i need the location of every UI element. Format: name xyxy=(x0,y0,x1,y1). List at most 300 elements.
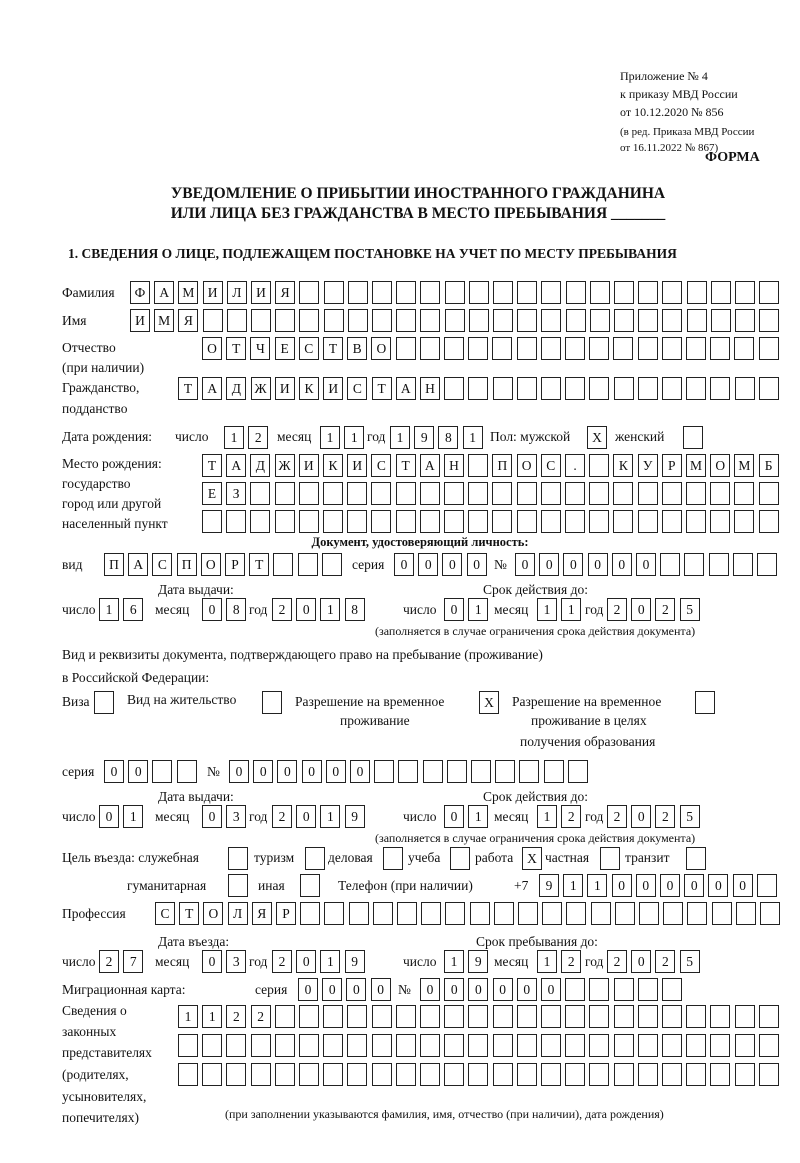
char-box[interactable] xyxy=(710,377,730,400)
char-box[interactable] xyxy=(226,510,246,533)
char-box[interactable] xyxy=(591,902,611,925)
char-box[interactable] xyxy=(250,482,270,505)
char-box[interactable] xyxy=(397,902,417,925)
char-box[interactable] xyxy=(662,978,682,1001)
char-box[interactable]: 1 xyxy=(463,426,483,449)
char-box[interactable] xyxy=(468,510,488,533)
char-box[interactable]: 1 xyxy=(561,598,581,621)
char-box[interactable] xyxy=(565,1005,585,1028)
char-box[interactable] xyxy=(300,874,320,897)
char-box[interactable] xyxy=(544,760,564,783)
char-box[interactable]: Ф xyxy=(130,281,150,304)
char-box[interactable]: С xyxy=(155,902,175,925)
char-box[interactable]: О xyxy=(203,902,223,925)
char-box[interactable] xyxy=(262,691,282,714)
char-box[interactable] xyxy=(445,281,465,304)
char-box[interactable] xyxy=(372,1005,392,1028)
char-box[interactable] xyxy=(324,902,344,925)
char-box[interactable] xyxy=(589,1005,609,1028)
char-box[interactable] xyxy=(541,309,561,332)
char-box[interactable] xyxy=(468,337,488,360)
char-box[interactable]: Р xyxy=(662,454,682,477)
char-box[interactable]: З xyxy=(226,482,246,505)
char-box[interactable]: 0 xyxy=(588,553,608,576)
char-box[interactable] xyxy=(347,1005,367,1028)
char-box[interactable]: И xyxy=(347,454,367,477)
char-box[interactable] xyxy=(589,337,609,360)
char-box[interactable] xyxy=(324,281,344,304)
char-box[interactable] xyxy=(639,902,659,925)
char-box[interactable]: 0 xyxy=(420,978,440,1001)
char-box[interactable] xyxy=(733,553,753,576)
char-box[interactable] xyxy=(300,902,320,925)
char-box[interactable]: Т xyxy=(178,377,198,400)
char-box[interactable] xyxy=(614,1063,634,1086)
char-box[interactable] xyxy=(614,309,634,332)
char-box[interactable] xyxy=(614,978,634,1001)
char-box[interactable] xyxy=(348,281,368,304)
char-box[interactable] xyxy=(614,281,634,304)
char-box[interactable]: 0 xyxy=(202,950,222,973)
char-box[interactable] xyxy=(299,482,319,505)
char-box[interactable] xyxy=(662,1005,682,1028)
char-box[interactable] xyxy=(541,1005,561,1028)
char-box[interactable]: Я xyxy=(275,281,295,304)
char-box[interactable] xyxy=(614,1005,634,1028)
char-box[interactable]: 0 xyxy=(515,553,535,576)
char-box[interactable] xyxy=(226,1063,246,1086)
char-box[interactable] xyxy=(709,553,729,576)
char-box[interactable] xyxy=(396,482,416,505)
char-box[interactable] xyxy=(600,847,620,870)
char-box[interactable] xyxy=(347,510,367,533)
char-box[interactable]: С xyxy=(541,454,561,477)
char-box[interactable] xyxy=(614,1034,634,1057)
char-box[interactable] xyxy=(638,377,658,400)
char-box[interactable]: 0 xyxy=(298,978,318,1001)
char-box[interactable] xyxy=(615,902,635,925)
char-box[interactable]: 0 xyxy=(468,978,488,1001)
char-box[interactable]: 0 xyxy=(708,874,728,897)
char-box[interactable]: Н xyxy=(444,454,464,477)
char-box[interactable] xyxy=(541,482,561,505)
char-box[interactable]: 0 xyxy=(277,760,297,783)
char-box[interactable]: К xyxy=(323,454,343,477)
char-box[interactable] xyxy=(760,902,780,925)
char-box[interactable] xyxy=(517,309,537,332)
char-box[interactable]: Ж xyxy=(251,377,271,400)
char-box[interactable] xyxy=(299,1034,319,1057)
char-box[interactable]: М xyxy=(178,281,198,304)
char-box[interactable] xyxy=(614,377,634,400)
char-box[interactable]: 2 xyxy=(272,950,292,973)
char-box[interactable]: 1 xyxy=(202,1005,222,1028)
char-box[interactable] xyxy=(735,1063,755,1086)
char-box[interactable] xyxy=(347,482,367,505)
char-box[interactable]: 1 xyxy=(178,1005,198,1028)
char-box[interactable] xyxy=(687,281,707,304)
char-box[interactable] xyxy=(348,309,368,332)
char-box[interactable] xyxy=(372,1063,392,1086)
char-box[interactable] xyxy=(445,309,465,332)
char-box[interactable]: Т xyxy=(372,377,392,400)
char-box[interactable] xyxy=(517,281,537,304)
char-box[interactable]: 0 xyxy=(636,553,656,576)
char-box[interactable] xyxy=(565,1063,585,1086)
char-box[interactable] xyxy=(228,874,248,897)
char-box[interactable]: Т xyxy=(179,902,199,925)
char-box[interactable]: 9 xyxy=(468,950,488,973)
char-box[interactable]: Т xyxy=(226,337,246,360)
char-box[interactable]: 3 xyxy=(226,805,246,828)
char-box[interactable] xyxy=(638,1005,658,1028)
char-box[interactable]: В xyxy=(347,337,367,360)
char-box[interactable] xyxy=(542,902,562,925)
char-box[interactable]: 2 xyxy=(99,950,119,973)
char-box[interactable]: А xyxy=(396,377,416,400)
char-box[interactable] xyxy=(372,1034,392,1057)
char-box[interactable] xyxy=(374,760,394,783)
char-box[interactable]: 0 xyxy=(631,805,651,828)
char-box[interactable] xyxy=(711,309,731,332)
char-box[interactable] xyxy=(324,309,344,332)
char-box[interactable] xyxy=(517,482,537,505)
char-box[interactable] xyxy=(468,377,488,400)
char-box[interactable]: 5 xyxy=(680,805,700,828)
char-box[interactable] xyxy=(470,902,490,925)
char-box[interactable]: Я xyxy=(178,309,198,332)
char-box[interactable]: 3 xyxy=(226,950,246,973)
char-box[interactable] xyxy=(178,1034,198,1057)
char-box[interactable] xyxy=(420,309,440,332)
char-box[interactable]: А xyxy=(420,454,440,477)
char-box[interactable]: 9 xyxy=(345,805,365,828)
char-box[interactable]: Д xyxy=(226,377,246,400)
char-box[interactable]: 1 xyxy=(344,426,364,449)
char-box[interactable] xyxy=(178,1063,198,1086)
char-box[interactable]: 0 xyxy=(296,598,316,621)
char-box[interactable] xyxy=(566,902,586,925)
char-box[interactable]: 0 xyxy=(612,553,632,576)
char-box[interactable] xyxy=(347,1063,367,1086)
char-box[interactable] xyxy=(759,1005,779,1028)
char-box[interactable] xyxy=(613,510,633,533)
char-box[interactable]: 1 xyxy=(320,426,340,449)
char-box[interactable]: Б xyxy=(759,454,779,477)
char-box[interactable]: 9 xyxy=(414,426,434,449)
char-box[interactable] xyxy=(471,760,491,783)
char-box[interactable]: Д xyxy=(250,454,270,477)
char-box[interactable] xyxy=(686,377,706,400)
char-box[interactable] xyxy=(468,1063,488,1086)
char-box[interactable] xyxy=(757,553,777,576)
char-box[interactable]: 9 xyxy=(345,950,365,973)
char-box[interactable]: 2 xyxy=(251,1005,271,1028)
char-box[interactable] xyxy=(684,553,704,576)
char-box[interactable] xyxy=(565,978,585,1001)
char-box[interactable] xyxy=(686,1005,706,1028)
char-box[interactable]: О xyxy=(201,553,221,576)
char-box[interactable] xyxy=(517,377,537,400)
char-box[interactable] xyxy=(298,553,318,576)
char-box[interactable]: 1 xyxy=(587,874,607,897)
char-box[interactable] xyxy=(396,510,416,533)
char-box[interactable] xyxy=(565,510,585,533)
char-box[interactable]: 2 xyxy=(561,950,581,973)
char-box[interactable]: 0 xyxy=(296,950,316,973)
char-box[interactable] xyxy=(735,309,755,332)
char-box[interactable] xyxy=(662,337,682,360)
char-box[interactable]: Н xyxy=(420,377,440,400)
char-box[interactable] xyxy=(519,760,539,783)
char-box[interactable] xyxy=(468,1005,488,1028)
char-box[interactable] xyxy=(686,1034,706,1057)
char-box[interactable] xyxy=(396,309,416,332)
char-box[interactable] xyxy=(565,1034,585,1057)
char-box[interactable] xyxy=(94,691,114,714)
char-box[interactable]: 0 xyxy=(128,760,148,783)
char-box[interactable]: 0 xyxy=(99,805,119,828)
char-box[interactable] xyxy=(710,510,730,533)
char-box[interactable]: 1 xyxy=(537,805,557,828)
char-box[interactable] xyxy=(712,902,732,925)
char-box[interactable] xyxy=(371,482,391,505)
char-box[interactable] xyxy=(228,847,248,870)
char-box[interactable]: X xyxy=(522,847,542,870)
char-box[interactable] xyxy=(686,847,706,870)
char-box[interactable] xyxy=(613,482,633,505)
char-box[interactable] xyxy=(299,1005,319,1028)
char-box[interactable]: М xyxy=(686,454,706,477)
char-box[interactable] xyxy=(323,510,343,533)
char-box[interactable] xyxy=(686,1063,706,1086)
char-box[interactable] xyxy=(420,337,440,360)
char-box[interactable] xyxy=(662,510,682,533)
char-box[interactable]: 0 xyxy=(684,874,704,897)
char-box[interactable] xyxy=(662,281,682,304)
char-box[interactable] xyxy=(323,1063,343,1086)
char-box[interactable] xyxy=(613,337,633,360)
char-box[interactable]: 0 xyxy=(418,553,438,576)
char-box[interactable]: 0 xyxy=(631,950,651,973)
char-box[interactable]: 0 xyxy=(541,978,561,1001)
char-box[interactable] xyxy=(568,760,588,783)
char-box[interactable]: 0 xyxy=(394,553,414,576)
char-box[interactable]: 0 xyxy=(517,978,537,1001)
char-box[interactable]: И xyxy=(299,454,319,477)
char-box[interactable]: А xyxy=(128,553,148,576)
char-box[interactable] xyxy=(251,1034,271,1057)
char-box[interactable]: 0 xyxy=(444,805,464,828)
char-box[interactable] xyxy=(468,1034,488,1057)
char-box[interactable]: 0 xyxy=(296,805,316,828)
char-box[interactable]: 1 xyxy=(537,598,557,621)
char-box[interactable] xyxy=(589,482,609,505)
char-box[interactable]: 2 xyxy=(226,1005,246,1028)
char-box[interactable] xyxy=(638,978,658,1001)
char-box[interactable] xyxy=(275,1034,295,1057)
char-box[interactable] xyxy=(396,1034,416,1057)
char-box[interactable] xyxy=(493,377,513,400)
char-box[interactable] xyxy=(493,1063,513,1086)
char-box[interactable] xyxy=(638,309,658,332)
char-box[interactable]: 0 xyxy=(322,978,342,1001)
char-box[interactable] xyxy=(590,281,610,304)
char-box[interactable] xyxy=(541,337,561,360)
char-box[interactable] xyxy=(396,337,416,360)
char-box[interactable] xyxy=(398,760,418,783)
char-box[interactable] xyxy=(759,1063,779,1086)
char-box[interactable]: С xyxy=(299,337,319,360)
char-box[interactable] xyxy=(759,482,779,505)
char-box[interactable] xyxy=(541,377,561,400)
char-box[interactable] xyxy=(468,454,488,477)
char-box[interactable]: А xyxy=(226,454,246,477)
char-box[interactable] xyxy=(444,1063,464,1086)
char-box[interactable] xyxy=(177,760,197,783)
char-box[interactable] xyxy=(493,1005,513,1028)
char-box[interactable] xyxy=(492,510,512,533)
char-box[interactable]: Т xyxy=(323,337,343,360)
char-box[interactable]: 1 xyxy=(123,805,143,828)
char-box[interactable] xyxy=(275,482,295,505)
char-box[interactable]: Р xyxy=(276,902,296,925)
char-box[interactable] xyxy=(710,337,730,360)
char-box[interactable]: П xyxy=(492,454,512,477)
char-box[interactable]: Е xyxy=(202,482,222,505)
char-box[interactable] xyxy=(638,510,658,533)
char-box[interactable]: 1 xyxy=(468,805,488,828)
char-box[interactable]: 8 xyxy=(438,426,458,449)
char-box[interactable] xyxy=(517,1063,537,1086)
char-box[interactable] xyxy=(305,847,325,870)
char-box[interactable]: И xyxy=(130,309,150,332)
char-box[interactable] xyxy=(660,553,680,576)
char-box[interactable] xyxy=(759,1034,779,1057)
char-box[interactable] xyxy=(371,510,391,533)
char-box[interactable] xyxy=(444,1005,464,1028)
char-box[interactable] xyxy=(638,1063,658,1086)
char-box[interactable] xyxy=(275,510,295,533)
char-box[interactable] xyxy=(541,1034,561,1057)
char-box[interactable]: 2 xyxy=(655,805,675,828)
char-box[interactable]: 0 xyxy=(631,598,651,621)
char-box[interactable]: 0 xyxy=(467,553,487,576)
char-box[interactable]: Т xyxy=(202,454,222,477)
char-box[interactable] xyxy=(420,510,440,533)
char-box[interactable]: Ж xyxy=(275,454,295,477)
char-box[interactable] xyxy=(299,510,319,533)
char-box[interactable]: 8 xyxy=(226,598,246,621)
char-box[interactable] xyxy=(468,482,488,505)
char-box[interactable] xyxy=(757,874,777,897)
char-box[interactable]: 0 xyxy=(493,978,513,1001)
char-box[interactable] xyxy=(759,309,779,332)
char-box[interactable]: Р xyxy=(225,553,245,576)
char-box[interactable]: 0 xyxy=(612,874,632,897)
char-box[interactable] xyxy=(372,281,392,304)
char-box[interactable] xyxy=(683,426,703,449)
char-box[interactable]: 7 xyxy=(123,950,143,973)
char-box[interactable]: 2 xyxy=(655,598,675,621)
char-box[interactable] xyxy=(444,510,464,533)
char-box[interactable]: 2 xyxy=(561,805,581,828)
char-box[interactable] xyxy=(444,482,464,505)
char-box[interactable]: 0 xyxy=(229,760,249,783)
char-box[interactable]: Е xyxy=(275,337,295,360)
char-box[interactable]: . xyxy=(565,454,585,477)
char-box[interactable]: 1 xyxy=(390,426,410,449)
char-box[interactable] xyxy=(420,1063,440,1086)
char-box[interactable] xyxy=(735,1005,755,1028)
char-box[interactable] xyxy=(687,309,707,332)
char-box[interactable]: 2 xyxy=(655,950,675,973)
char-box[interactable]: 0 xyxy=(539,553,559,576)
char-box[interactable]: 0 xyxy=(733,874,753,897)
char-box[interactable] xyxy=(638,281,658,304)
char-box[interactable] xyxy=(202,1034,222,1057)
char-box[interactable]: 0 xyxy=(302,760,322,783)
char-box[interactable] xyxy=(590,309,610,332)
char-box[interactable] xyxy=(662,1063,682,1086)
char-box[interactable] xyxy=(662,482,682,505)
char-box[interactable]: 1 xyxy=(224,426,244,449)
char-box[interactable]: X xyxy=(479,691,499,714)
char-box[interactable]: X xyxy=(587,426,607,449)
char-box[interactable] xyxy=(710,1005,730,1028)
char-box[interactable] xyxy=(541,1063,561,1086)
char-box[interactable] xyxy=(589,1063,609,1086)
char-box[interactable] xyxy=(517,510,537,533)
char-box[interactable] xyxy=(735,377,755,400)
char-box[interactable]: 0 xyxy=(202,805,222,828)
char-box[interactable] xyxy=(275,1063,295,1086)
char-box[interactable] xyxy=(686,337,706,360)
char-box[interactable]: 2 xyxy=(248,426,268,449)
char-box[interactable]: К xyxy=(613,454,633,477)
char-box[interactable] xyxy=(493,1034,513,1057)
char-box[interactable]: 6 xyxy=(123,598,143,621)
char-box[interactable] xyxy=(493,309,513,332)
char-box[interactable] xyxy=(686,482,706,505)
char-box[interactable] xyxy=(323,1005,343,1028)
char-box[interactable]: 0 xyxy=(563,553,583,576)
char-box[interactable] xyxy=(734,510,754,533)
char-box[interactable] xyxy=(759,510,779,533)
char-box[interactable] xyxy=(710,482,730,505)
char-box[interactable]: С xyxy=(347,377,367,400)
char-box[interactable] xyxy=(638,482,658,505)
char-box[interactable] xyxy=(518,902,538,925)
char-box[interactable]: 0 xyxy=(444,978,464,1001)
char-box[interactable] xyxy=(421,902,441,925)
char-box[interactable] xyxy=(372,309,392,332)
char-box[interactable] xyxy=(686,510,706,533)
char-box[interactable] xyxy=(469,281,489,304)
char-box[interactable] xyxy=(711,281,731,304)
char-box[interactable]: 5 xyxy=(680,950,700,973)
char-box[interactable] xyxy=(420,1005,440,1028)
char-box[interactable] xyxy=(349,902,369,925)
char-box[interactable] xyxy=(517,1005,537,1028)
char-box[interactable]: Л xyxy=(227,281,247,304)
char-box[interactable] xyxy=(734,482,754,505)
char-box[interactable] xyxy=(444,377,464,400)
char-box[interactable] xyxy=(202,1063,222,1086)
char-box[interactable] xyxy=(638,1034,658,1057)
char-box[interactable] xyxy=(396,281,416,304)
char-box[interactable] xyxy=(444,337,464,360)
